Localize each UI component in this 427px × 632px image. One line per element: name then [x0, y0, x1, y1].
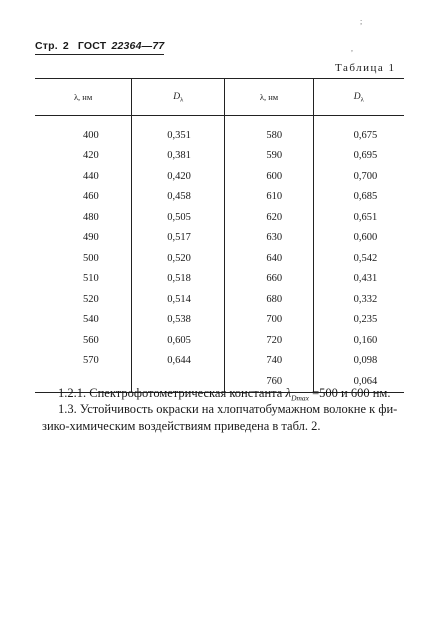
cell-lambda-2: 720 — [225, 330, 313, 351]
cell-lambda-2: 760 — [225, 371, 313, 392]
table-body — [35, 116, 404, 393]
paragraph-text: =500 и 600 нм. — [309, 386, 391, 400]
col-header-lambda: λ, нм — [35, 79, 132, 116]
paragraph-text: 1.2.1. Спектрофотометрическая константа — [58, 386, 286, 400]
table-row — [35, 310, 404, 331]
cell-d-2: 0,542 — [313, 248, 404, 269]
cell-lambda: 400 — [83, 129, 99, 141]
cell-d-2: 0,651 — [313, 207, 404, 228]
cell-d: 0,351 — [132, 116, 225, 146]
lambda-symbol — [285, 385, 309, 403]
lambda-letter: λ — [285, 385, 292, 400]
cell-lambda-2: 630 — [225, 228, 313, 249]
cell-d-2: 0,160 — [313, 330, 404, 351]
lambda-subscript: Dmax — [291, 393, 309, 403]
cell-lambda: 460 — [83, 191, 99, 203]
cell-d-2: 0,098 — [313, 351, 404, 372]
table-row — [35, 269, 404, 290]
cell-lambda-2: 620 — [225, 207, 313, 228]
cell-d: 0,505 — [132, 207, 225, 228]
cell-lambda: 420 — [83, 150, 99, 162]
cell-lambda-2: 700 — [225, 310, 313, 331]
cell-lambda-2: 590 — [225, 146, 313, 167]
cell-lambda-2: 660 — [225, 269, 313, 290]
d-symbol: D — [353, 91, 361, 102]
cell-d: 0,458 — [132, 187, 225, 208]
table-row — [35, 289, 404, 310]
table-row — [35, 146, 404, 167]
cell-lambda-2: 580 — [225, 116, 313, 146]
table-row — [35, 207, 404, 228]
cell-lambda-2: 600 — [225, 166, 313, 187]
paragraph-1-3-line-1: 1.3. Устойчивость окраски на хлопчатобумажном волокне к фи- — [58, 402, 398, 416]
cell-d: 0,517 — [132, 228, 225, 249]
page-header — [35, 40, 164, 55]
table-header-row — [35, 79, 404, 116]
cell-lambda: 560 — [83, 334, 99, 346]
table-row — [35, 351, 404, 372]
cell-d-2: 0,675 — [313, 116, 404, 146]
table-row — [35, 187, 404, 208]
cell-lambda-2: 740 — [225, 351, 313, 372]
cell-lambda-2: 640 — [225, 248, 313, 269]
cell-d-2: 0,235 — [313, 310, 404, 331]
table-row — [35, 166, 404, 187]
cell-lambda: 440 — [83, 170, 99, 182]
cell-lambda: 480 — [83, 211, 99, 223]
table-row — [35, 330, 404, 351]
page-number: 2 — [62, 40, 69, 52]
d-symbol: D — [173, 91, 181, 102]
scan-mark: , — [351, 44, 353, 53]
table-row — [35, 116, 404, 146]
paragraph-1-3-line-2: зико-химическим воздействиям приведена в табл. 2. — [42, 419, 321, 433]
cell-lambda: 520 — [83, 293, 99, 305]
table-row — [35, 248, 404, 269]
cell-d: 0,381 — [132, 146, 225, 167]
cell-d: 0,538 — [132, 310, 225, 331]
cell-lambda: 570 — [83, 355, 99, 367]
d-subscript: λ — [360, 96, 364, 104]
cell-d-2: 0,685 — [313, 187, 404, 208]
cell-d: 0,644 — [132, 351, 225, 372]
gost-label: ГОСТ — [77, 40, 107, 52]
col-header-lambda-2: λ, нм — [225, 79, 313, 116]
cell-lambda-2: 680 — [225, 289, 313, 310]
cell-d: 0,514 — [132, 289, 225, 310]
col-header-d — [132, 79, 225, 116]
col-header-d-2 — [313, 79, 404, 116]
cell-lambda: 490 — [83, 232, 99, 244]
scan-mark: ; — [360, 17, 363, 26]
data-table — [35, 78, 404, 393]
cell-d: 0,605 — [132, 330, 225, 351]
cell-d-2: 0,695 — [313, 146, 404, 167]
gost-code: 22364—77 — [111, 40, 165, 52]
cell-lambda: 510 — [83, 273, 99, 285]
cell-d-2: 0,332 — [313, 289, 404, 310]
table-caption: Таблица 1 — [335, 62, 396, 74]
cell-d-2: 0,700 — [313, 166, 404, 187]
cell-d-2: 0,064 — [313, 371, 404, 392]
cell-d: 0,518 — [132, 269, 225, 290]
cell-lambda-2: 610 — [225, 187, 313, 208]
cell-lambda: 500 — [83, 252, 99, 264]
cell-d-2: 0,600 — [313, 228, 404, 249]
table-row — [35, 228, 404, 249]
page-label: Стр. — [35, 40, 58, 52]
cell-d: 0,420 — [132, 166, 225, 187]
cell-d: 0,520 — [132, 248, 225, 269]
d-subscript: λ — [180, 96, 184, 104]
cell-d-2: 0,431 — [313, 269, 404, 290]
cell-lambda: 540 — [83, 314, 99, 326]
